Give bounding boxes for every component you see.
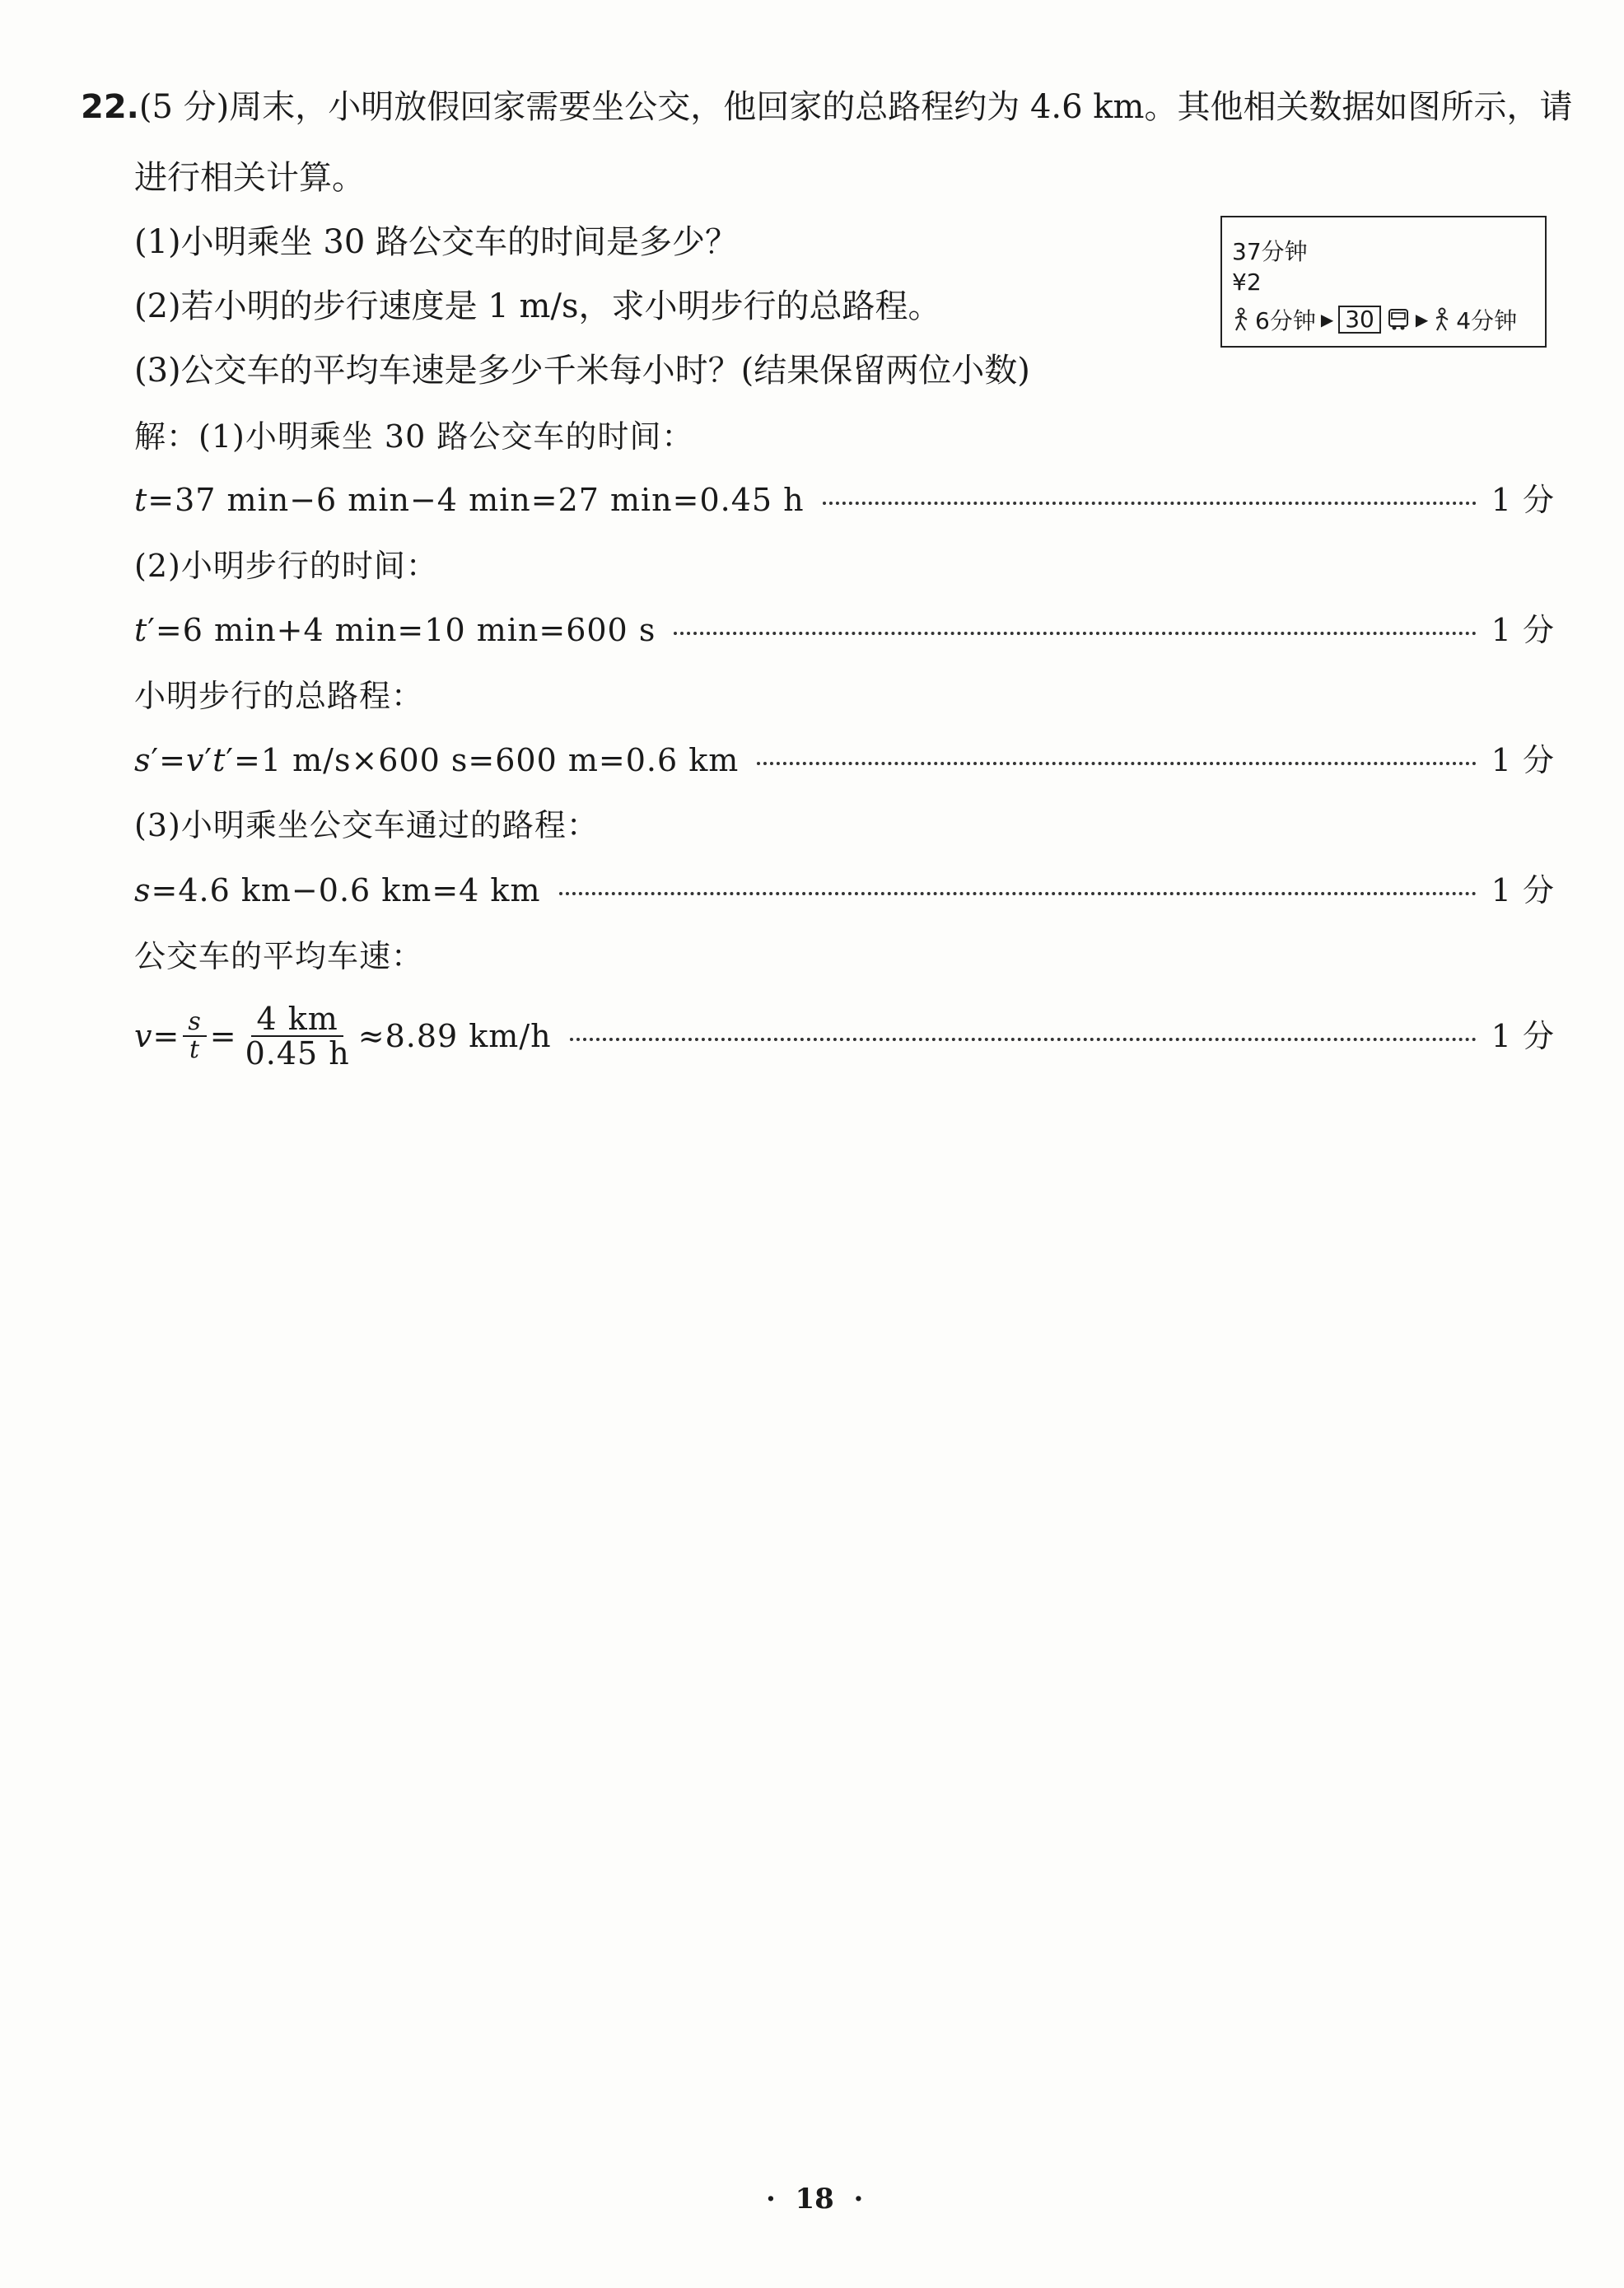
score-points: 1 分 [1491, 742, 1555, 778]
solution-intro: 解：(1)小明乘坐 30 路公交车的时间： [134, 418, 694, 455]
route-info-figure [1220, 216, 1547, 348]
walk-distance-label: 小明步行的总路程： [134, 678, 424, 714]
score-points: 1 分 [1491, 612, 1555, 648]
equation-row-5 [134, 998, 1555, 1074]
route-steps [1232, 303, 1517, 336]
score-points: 1 分 [1491, 482, 1555, 518]
dot-leader [823, 502, 1477, 505]
right-triangle-icon: ▶ [1320, 310, 1334, 329]
equation-row-3 [134, 740, 1555, 781]
equation-row-1 [134, 479, 1555, 521]
sub-question-3: (3)公交车的平均车速是多少千米每小时？(结果保留两位小数) [134, 352, 1030, 390]
walk-time-1: 6分钟 [1255, 307, 1316, 334]
fraction-s-over-t: $\frac{s}{t}$ [183, 1009, 206, 1063]
page-number: 18 [795, 2183, 834, 2216]
right-triangle-icon: ▶ [1415, 310, 1429, 329]
equation-3: s′=v′t′=1 m/s×600 s=600 m=0.6 km [134, 742, 740, 778]
average-speed-label: 公交车的平均车速： [134, 938, 424, 974]
equation-1: t=37 min−6 min−4 min=27 min=0.45 h [134, 482, 805, 518]
question-line-2: 进行相关计算。 [134, 159, 365, 197]
total-time: 37分钟 [1232, 238, 1308, 265]
walking-person-icon [1232, 307, 1250, 332]
equation-4: s=4.6 km−0.6 km=4 km [134, 872, 541, 908]
bus-icon [1386, 307, 1411, 332]
question-line-1 [81, 86, 1572, 128]
dot-leader [570, 1038, 1477, 1041]
var-t: t [134, 482, 148, 518]
equation-5: v = $\frac{s}{t}$ = $\frac{4 km}{0.45 h}$ ≈8.89 km/h [134, 1001, 552, 1072]
equation-2: t′=6 min+4 min=10 min=600 s [134, 612, 656, 648]
fare: ¥2 [1232, 268, 1262, 296]
sub-question-1: (1)小明乘坐 30 路公交车的时间是多少？ [134, 223, 738, 261]
question-number: 22. [81, 88, 139, 126]
dot-leader [674, 632, 1476, 635]
dot-leader [559, 892, 1477, 895]
equation-row-2 [134, 609, 1555, 651]
dot-leader [757, 762, 1476, 765]
question-text-1: (5 分)周末，小明放假回家需要坐公交，他回家的总路程约为 4.6 km。其他相关数据如图所示，请 [138, 88, 1573, 126]
sub-question-2: (2)若小明的步行速度是 1 m/s，求小明步行的总路程。 [134, 287, 941, 325]
walk-time-2: 4分钟 [1456, 307, 1518, 334]
score-points: 1 分 [1491, 1018, 1555, 1054]
score-points: 1 分 [1491, 872, 1555, 908]
part-3-heading: (3)小明乘坐公交车通过的路程： [134, 807, 599, 843]
page-number-footer: · 18 · [766, 2183, 864, 2216]
part-2-heading: (2)小明步行的时间： [134, 548, 438, 584]
fraction-distance-over-time: $\frac{4 km}{0.45 h}$ [245, 1001, 350, 1072]
walking-person-icon [1433, 307, 1451, 332]
equation-row-4 [134, 870, 1555, 911]
bus-number: 30 [1338, 306, 1381, 334]
